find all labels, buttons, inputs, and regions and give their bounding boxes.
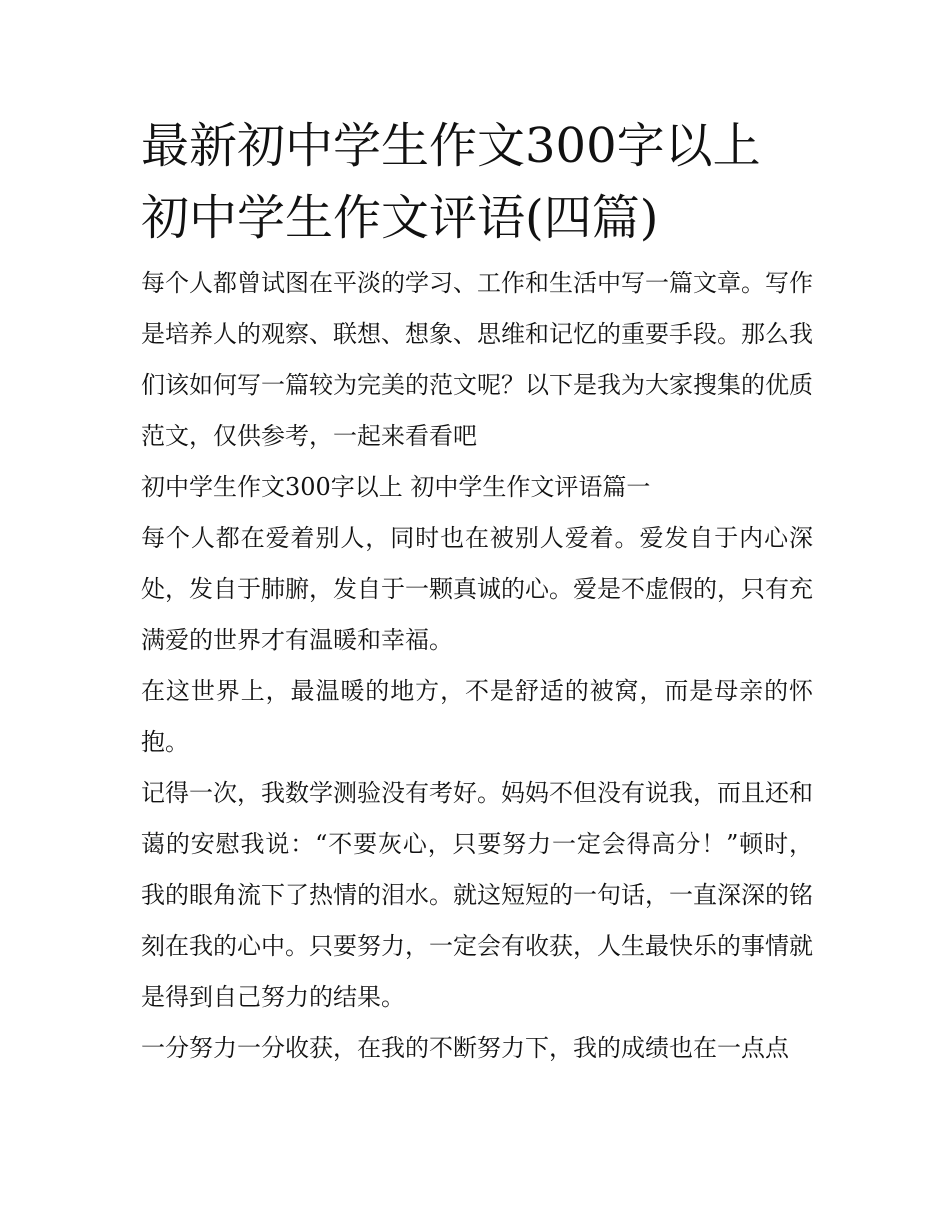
document-title [141, 110, 813, 254]
section-heading: 初中学生作文300字以上 初中学生作文评语篇一 [141, 473, 651, 501]
body-paragraph-4: 一分努力一分收获，在我的不断努力下，我的成绩也在一点点 [141, 1034, 789, 1062]
body-paragraph-2: 在这世界上，最温暖的地方，不是舒适的被窝，而是母亲的怀抱。 [141, 677, 813, 756]
body-paragraph-1: 每个人都在爱着别人，同时也在被别人爱着。爱发自于内心深处，发自于肺腑，发自于一颗真诚的心。爱是不虚假的，只有充满爱的世界才有温暖和幸福。 [141, 524, 813, 654]
body-paragraph-3: 记得一次，我数学测验没有考好。妈妈不但没有说我，而且还和蔼的安慰我说：“不要灰心，只要努力一定会得高分！”顿时，我的眼角流下了热情的泪水。就这短短的一句话，一直深深的铭刻在我的心中。只要努力，一定会有收获，人生最快乐的事情就是得到自己努力的结果。 [141, 779, 813, 1011]
intro-paragraph: 每个人都曾试图在平淡的学习、工作和生活中写一篇文章。写作是培养人的观察、联想、想象、思维和记忆的重要手段。那么我们该如何写一篇较为完美的范文呢？以下是我为大家搜集的优质范文，仅供参考，一起来看看吧 [141, 269, 813, 450]
title-line-1: 最新初中学生作文300字以上 [141, 118, 761, 174]
title-line-2: 初中学生作文评语(四篇) [141, 190, 659, 246]
document-page [141, 110, 813, 1074]
